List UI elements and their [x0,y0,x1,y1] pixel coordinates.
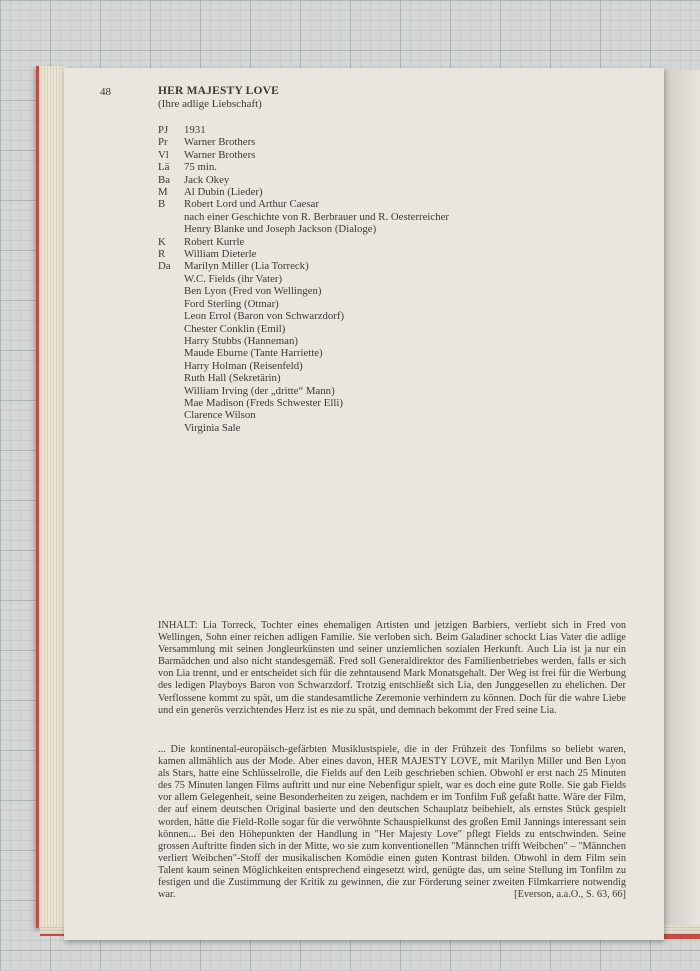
credit-value: Chester Conklin (Emil) [184,322,286,335]
book-page-edges [36,66,66,928]
credit-value: Henry Blanke und Joseph Jackson (Dialoge) [184,223,377,236]
credit-row [158,198,449,210]
credit-value: William Irving (der „dritte“ Mann) [184,384,335,397]
credit-value: 1931 [184,124,206,136]
credit-row [158,310,449,322]
credit-value: Mae Madison (Freds Schwester Elli) [184,396,343,409]
page-number: 48 [100,86,111,98]
credit-code: Da [158,260,171,273]
credit-value: Ford Sterling (Otmar) [184,297,279,310]
credit-code: K [158,235,166,248]
credit-code: M [158,186,168,199]
facing-page-edge [664,70,700,939]
credit-code [158,285,184,297]
credit-code [158,211,184,223]
credit-code: Lä [158,161,170,174]
credit-row [158,360,449,372]
credit-row [158,174,449,186]
credit-row [158,260,449,272]
credit-value: Warner Brothers [184,148,256,161]
credit-value: 75 min. [184,161,217,174]
credit-code [158,310,184,322]
credit-value: Harry Holman (Reisenfeld) [184,359,303,372]
credit-code [158,273,184,285]
credit-row [158,211,449,223]
film-title: HER MAJESTY LOVE [158,85,279,97]
film-subtitle: (Ihre adlige Liebschaft) [158,98,262,110]
credit-row [158,323,449,335]
synopsis-paragraph: INHALT: Lia Torreck, Tochter eines ehemaligen Artisten und jetzigen Barbiers, verliebt sich in Fred von Wellingen, Sohn einer reichen adligen Familie. Sie verloben sich. Beim Galadiner schockt Lias Vater die adlige Versammlung mit seinen Jongleurkünsten und seiner unziemlichen sozialen Herkunft. Auch Lia ist ja nur ein Barmädchen und also nicht standesgemäß. Fred soll Generaldirektor des Familienbetriebes werden, falls er sich von Lia trennt, und er entscheidet sich für die zehntausend Mark Monatsgehalt. Der Weg ist frei für die Werbung des ledigen Playboys Baron von Schwarzdorf. Trotzig entschließt sich Lia, den Junggesellen zu ehelichen. Der Verflossene kommt zu spät, um die standesamtliche Zeremonie verhindern zu können. Doch für die wahre Liebe und ein generös verzichtendes Herz ist es nie zu spät, und demnach bekommt der Fred seine Lia. [158,620,626,716]
credit-code [158,298,184,310]
credit-value: Ben Lyon (Fred von Wellingen) [184,285,322,298]
review-citation: [Everson, a.a.O., S. 63, 66] [514,889,626,901]
credit-row [158,124,449,136]
credit-code: Ba [158,173,170,186]
credit-code [158,223,184,235]
credit-code [158,409,184,421]
credit-row [158,397,449,409]
credit-row [158,385,449,397]
credit-code [158,347,184,359]
review-paragraph [158,744,626,901]
credit-row [158,248,449,260]
credit-row [158,186,449,198]
credit-code [158,372,184,384]
credit-row [158,161,449,173]
credit-code [158,385,184,397]
credit-code: R [158,248,166,261]
credit-value: Robert Kurrle [184,235,245,248]
credit-value: Leon Errol (Baron von Schwarzdorf) [184,310,345,323]
credit-value: Ruth Hall (Sekretärin) [184,372,281,385]
credit-row [158,273,449,285]
credit-row [158,236,449,248]
credit-code: Vl [158,148,169,161]
credit-code [158,422,184,434]
credit-code: PJ [158,124,169,136]
credit-code [158,397,184,409]
credit-row [158,285,449,297]
credit-value: Maude Eburne (Tante Harriette) [184,347,323,360]
credit-row [158,149,449,161]
credit-row [158,298,449,310]
credit-code: B [158,198,166,211]
credit-value: Harry Stubbs (Hanneman) [184,334,298,347]
credit-row [158,347,449,359]
credit-row [158,422,449,434]
credit-value: Jack Okey [184,173,230,186]
credit-code [158,335,184,347]
credit-value: Warner Brothers [184,136,256,149]
review-text: ... Die kontinental-europäisch-gefärbten Musiklustspiele, die in der Frühzeit des Tonfilms so beliebt waren, kamen allmählich aus der Mode. Aber eines davon, HER MAJESTY LOVE, mit Marilyn Miller und Ben Lyon als Stars, hatte eine Schlüsselrolle, die Fields auf den Leib geschrieben schien. Obwohl er erst nach 25 Minuten des 75 Minuten langen Films auftritt und nur eine Nebenfigur spielt, war es doch eine gute Rolle. Sie gab Fields vor allem Gelegenheit, seine Besonderheiten zu zeigen, nachdem er im Tonfilm Fuß gefaßt hatte. Wäre der Film, der auf einem deutschen Original basierte und den deutschen Schauplatz beibehielt, als ernstes Stück gespielt worden, hätte die Field-Rolle sogar für die verwöhnte Schauspielkunst des großen Emil Jannings interessant sein können... Bei den Höhepunkten der Handlung in "Her Majesty Love" pflegt Fields zu entschwinden. Seine grossen Auftritte finden sich in der Mitte, wo sie zum konventionellen "Männchen trifft Weibchen" – "Männchen verliert Weibchen"-Stoff der musikalischen Komödie einen guten Kontrast bilden. Obwohl in dem Film sein Talent kaum seinen Möglichkeiten entsprechend eingesetzt wird, genügte das, um seine Stellung im Tonfilm zu festigen und die Zustimmung der Kritik zu gewinnen, die zur Förderung seiner zweiten Filmkarriere notwendig war. [158,744,626,901]
credit-code [158,360,184,372]
credit-value: Al Dubin (Lieder) [184,186,263,199]
credit-row [158,335,449,347]
credit-value: Robert Lord und Arthur Caesar [184,198,319,211]
credit-row [158,409,449,421]
credit-row [158,372,449,384]
credit-value: William Dieterle [184,248,257,261]
credit-row [158,136,449,148]
credit-value: Clarence Wilson [184,409,256,422]
credit-code: Pr [158,136,168,149]
credit-code [158,323,184,335]
credit-value: nach einer Geschichte von R. Berbrauer und R. Oesterreicher [184,210,450,223]
credit-value: Marilyn Miller (Lia Torreck) [184,260,309,273]
credits-list [158,124,449,434]
credit-value: W.C. Fields (ihr Vater) [184,272,283,285]
credit-row [158,223,449,235]
credit-value: Virginia Sale [184,421,241,434]
